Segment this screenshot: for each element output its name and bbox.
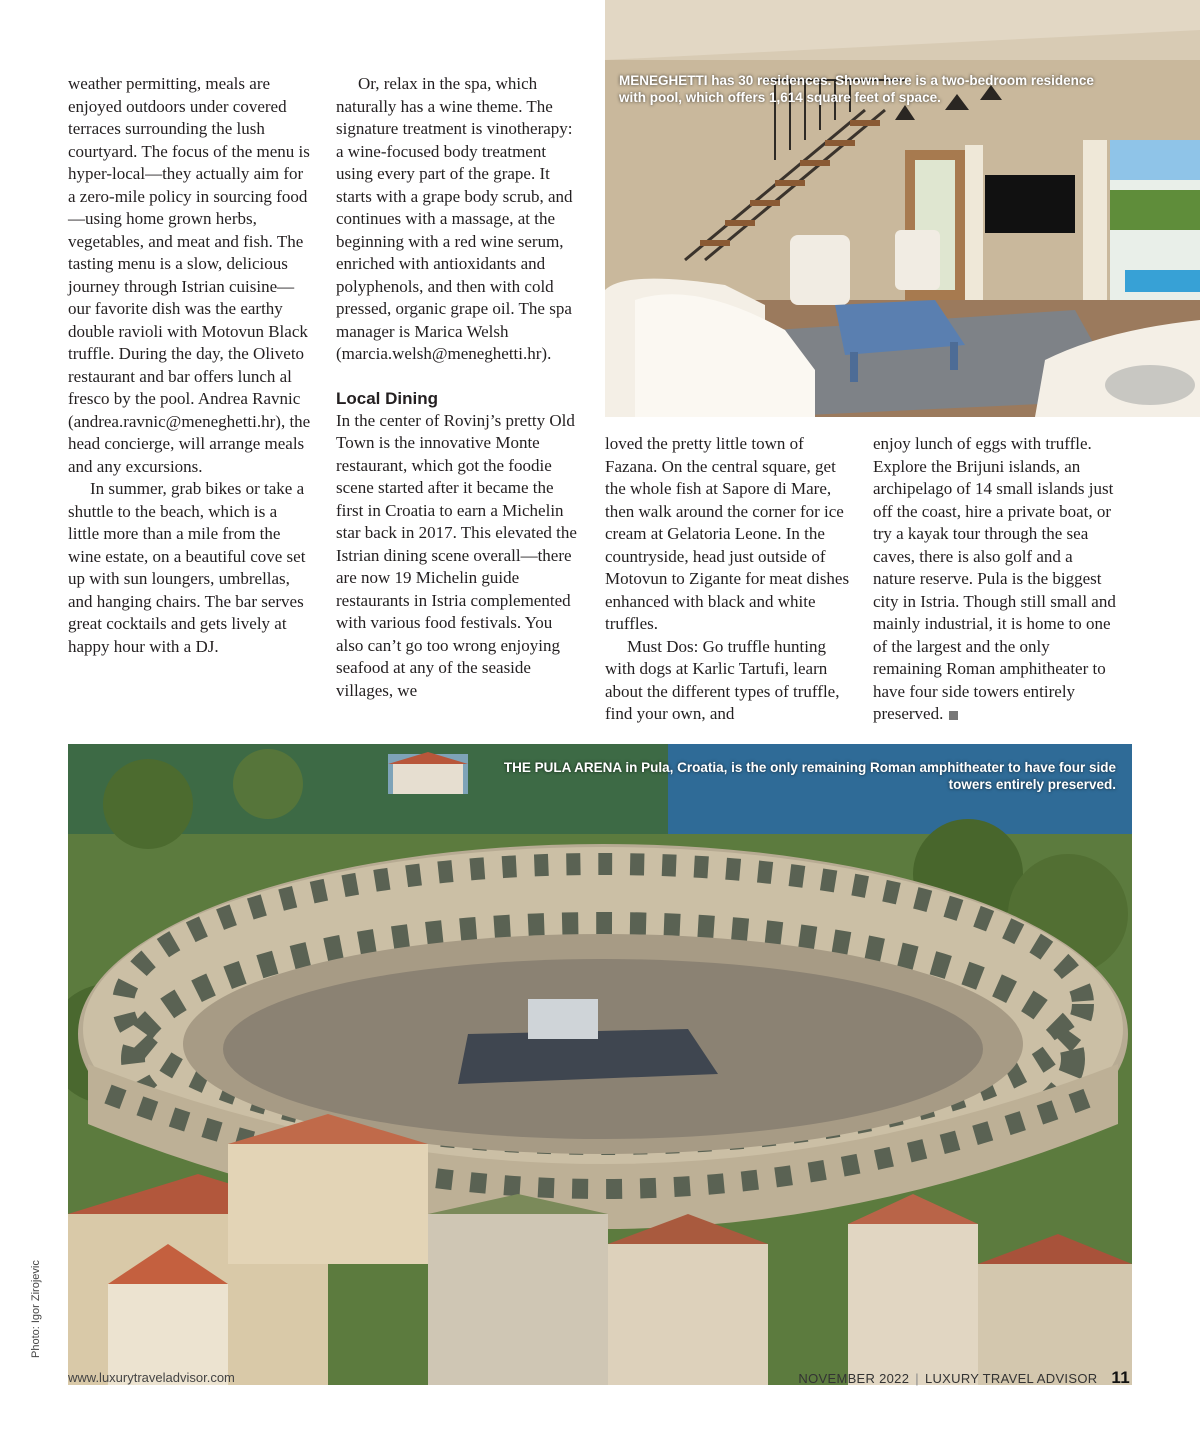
section-heading: Local Dining	[336, 388, 438, 408]
photo-caption: MENEGHETTI has 30 residences. Shown here is a two-bedroom residence with pool, which offers 1,614 square feet of space.	[619, 73, 1094, 105]
article-column-4	[873, 433, 1119, 726]
body-paragraph: Or, relax in the spa, which naturally has a wine theme. The signature treatment is vinotherapy: a wine-focused body treatment using every part of the grape. It starts with a grape body scrub, and continues with a massage, at the beginning with a red wine serum, enriched with antioxidants and polyphenols, and then with cold pressed, organic grape oil. The spa manager is Marica Welsh (marcia.welsh@meneghetti.hr).	[336, 74, 573, 363]
issue-date: NOVEMBER 2022	[798, 1371, 910, 1386]
arena-illustration	[68, 744, 1132, 1385]
body-paragraph: loved the pretty little town of Fazana. On the central square, get the whole fish at Sapore di Mare, then walk around the corner for ice cream at Gelatoria Leone. In the countryside, head just outside of Motovun to Zigante for meat dishes enhanced with black and white truffles.	[605, 434, 850, 633]
end-of-article-mark	[949, 711, 958, 720]
pula-arena-photo	[68, 744, 1132, 1385]
residence-interior-photo	[605, 0, 1200, 417]
body-paragraph: weather permitting, meals are enjoyed outdoors under covered terraces surrounding the lush courtyard. The focus of the menu is hyper-local—they actually aim for a zero-mile policy in sourcing food—using home grown herbs, vegetables, and meat and fish. The tasting menu is a slow, delicious journey through Istrian cuisine—our favorite dish was the earthy double ravioli with Motovun Black truffle. During the day, the Oliveto restaurant and bar offers lunch al fresco by the pool. Andrea Ravnic (andrea.ravnic@meneghetti.hr), the head concierge, will arrange meals and any excursions.	[68, 74, 311, 476]
article-column-1	[68, 73, 312, 658]
page-number: 11	[1111, 1368, 1130, 1387]
article-column-2	[336, 73, 582, 702]
body-paragraph: In the center of Rovinj’s pretty Old Town is the innovative Monte restaurant, which got the foodie scene started after it became the first in Croatia to earn a Michelin star back in 2017. This elevated the Istrian dining scene overall—there are now 19 Michelin guide restaurants in Istria complemented with various food festivals. You also can’t go too wrong enjoying seafood at any of the seaside villages, we	[336, 410, 577, 700]
body-paragraph: Must Dos: Go truffle hunting with dogs at Karlic Tartufi, learn about the different types of truffle, find your own, and	[605, 636, 840, 723]
photo-credit: Photo: Igor Zirojevic	[30, 1260, 42, 1358]
interior-illustration	[605, 0, 1200, 417]
body-paragraph: enjoy lunch of eggs with truffle. Explore the Brijuni islands, an archipelago of 14 small islands just off the coast, hire a private boat, or try a kayak tour through the sea caves, there is also golf and a nature reserve. Pula is the biggest city in Istria. Though still small and mainly industrial, it is home to one of the largest and the only remaining Roman amphitheater to have four side towers entirely preserved.	[873, 434, 1116, 723]
article-column-3	[605, 433, 851, 726]
footer-separator: |	[915, 1371, 919, 1386]
body-paragraph: In summer, grab bikes or take a shuttle to the beach, which is a little more than a mile from the wine estate, on a beautiful cove set up with sun loungers, umbrellas, and hanging chairs. The bar serves great cocktails and gets lively at happy hour with a DJ.	[68, 479, 306, 656]
page-footer	[798, 1368, 1130, 1388]
magazine-name: LUXURY TRAVEL ADVISOR	[924, 1371, 1098, 1386]
photo-caption: THE PULA ARENA in Pula, Croatia, is the only remaining Roman amphitheater to have four side towers entirely preserved.	[503, 760, 1116, 792]
website-url[interactable]: www.luxurytraveladvisor.com	[68, 1370, 235, 1385]
